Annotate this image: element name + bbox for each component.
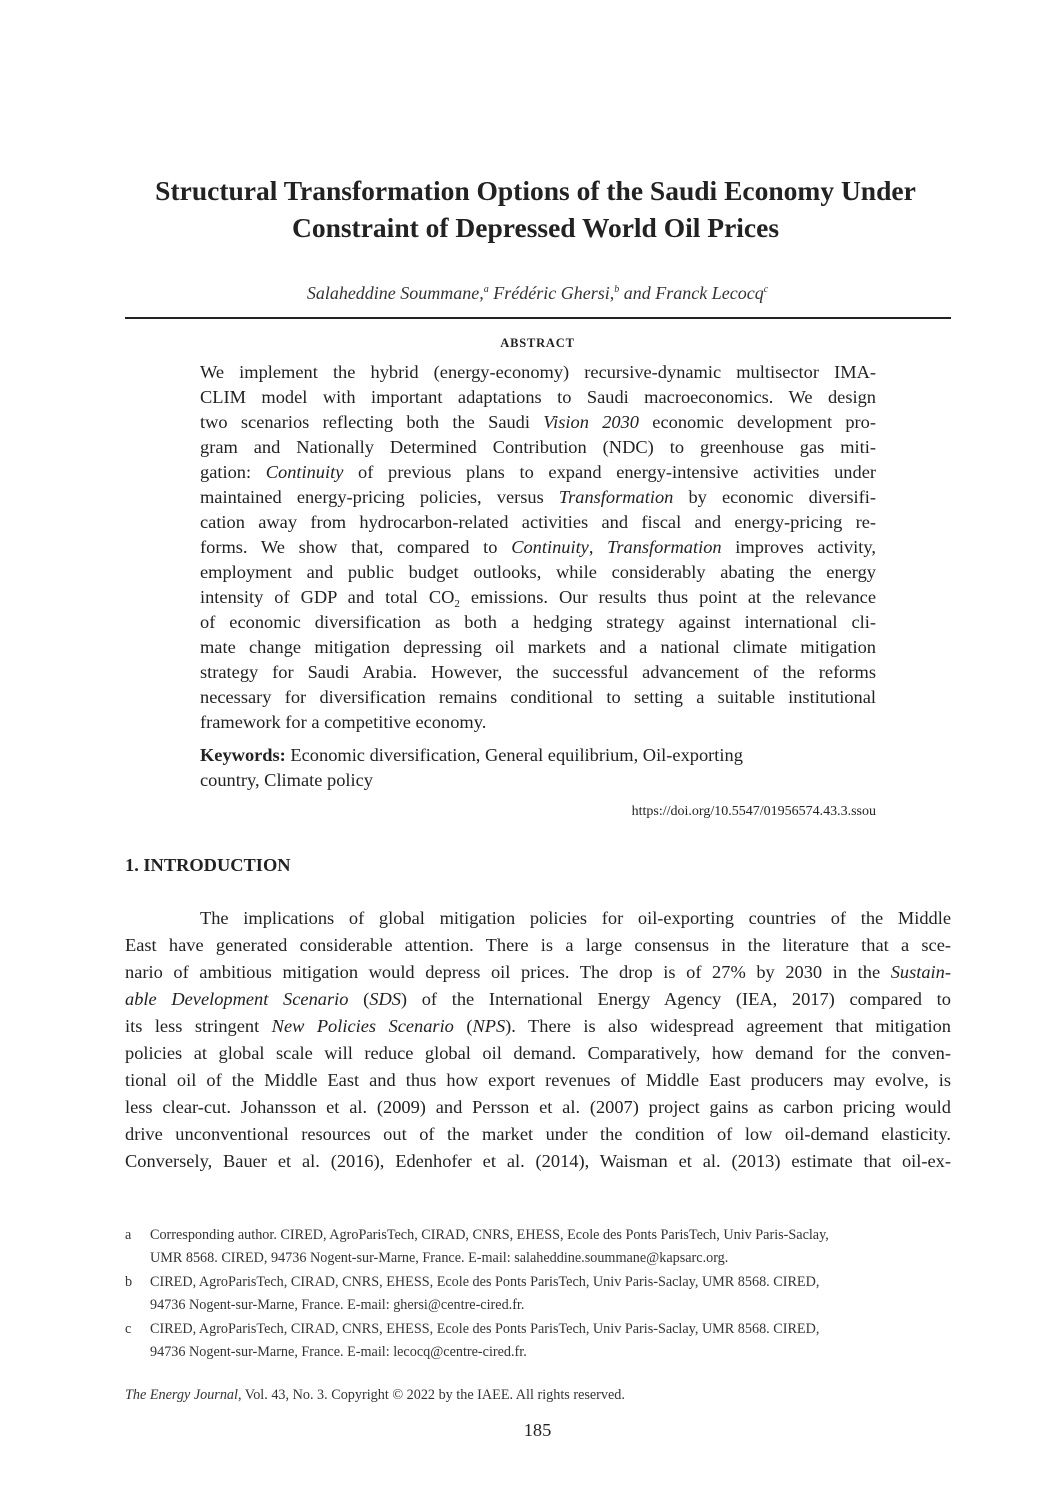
body-line: East have generated considerable attention. There is a large consensus in the literature that a sce- bbox=[125, 935, 951, 955]
abstract-line: maintained energy-pricing policies, versus Transformation by economic diversifi- bbox=[200, 487, 876, 507]
abstract-line: necessary for diversification remains conditional to setting a suitable institutional bbox=[200, 687, 876, 707]
abstract-line: intensity of GDP and total $CO_2$ emissions. Our results thus point at the relevance bbox=[200, 587, 877, 610]
keywords-list-cont: country, Climate policy bbox=[200, 770, 373, 790]
title-divider bbox=[125, 317, 951, 319]
abstract-line: strategy for Saudi Arabia. However, the successful advancement of the reforms bbox=[200, 662, 876, 682]
author-3: and Franck Lecocq bbox=[619, 283, 764, 303]
footnote-mark: b bbox=[125, 1274, 133, 1290]
footnote-b: b CIRED, AgroParisTech, CIRAD, CNRS, EHESS, Ecole des Ponts ParisTech, Univ Paris-Saclay, UMR 8568. CIRED, 94736 Nogent-sur-Marne, France. E-mail: ghersi@centre-cired.fr. bbox=[125, 1271, 951, 1317]
introduction-body bbox=[125, 905, 951, 1175]
abstract-line: framework for a competitive economy. bbox=[200, 712, 487, 732]
abstract-line: cation away from hydrocarbon-related activities and fiscal and energy-pricing re- bbox=[200, 512, 876, 532]
author-3-affiliation-mark: c bbox=[763, 284, 769, 295]
abstract-line: of economic diversification as both a hedging strategy against international cli- bbox=[200, 612, 876, 632]
abstract-line: CLIM model with important adaptations to Saudi macroeconomics. We design bbox=[200, 387, 876, 407]
body-line: The implications of global mitigation policies for oil-exporting countries of the Middle bbox=[200, 908, 951, 928]
doi-link[interactable]: https://doi.org/10.5547/01956574.43.3.ssou bbox=[631, 804, 876, 819]
keywords-label: Keywords: bbox=[200, 745, 286, 765]
footnote-a: a Corresponding author. CIRED, AgroParisTech, CIRAD, CNRS, EHESS, Ecole des Ponts ParisTech, Univ Paris-Saclay, UMR 8568. CIRED, 94736 Nogent-sur-Marne, France. E-mail: salaheddine.soummane@kapsarc.org. bbox=[125, 1224, 951, 1270]
footnote-mark: a bbox=[125, 1227, 132, 1243]
section-heading-introduction: 1. INTRODUCTION bbox=[125, 855, 291, 875]
abstract-line: gation: Continuity of previous plans to expand energy-intensive activities under bbox=[200, 462, 876, 482]
title-line-2: Constraint of Depressed World Oil Prices bbox=[291, 212, 780, 243]
co2-subscript: 2 bbox=[454, 598, 460, 610]
body-line: nario of ambitious mitigation would depress oil prices. The drop is of 27% by 2030 in the Sustain- bbox=[125, 962, 951, 982]
page-number: 185 bbox=[523, 1420, 552, 1440]
abstract-line: two scenarios reflecting both the Saudi Vision 2030 economic development pro- bbox=[200, 412, 876, 432]
body-line: tional oil of the Middle East and thus how export revenues of Middle East producers may evolve, is bbox=[125, 1070, 951, 1090]
keywords-list: Economic diversification, General equilibrium, Oil-exporting bbox=[285, 745, 743, 765]
abstract-line: forms. We show that, compared to Continuity, Transformation improves activity, bbox=[200, 537, 876, 557]
footnote-mark: c bbox=[125, 1321, 132, 1337]
vision-2030-emphasis: Vision 2030 bbox=[543, 412, 639, 432]
author-1-affiliation-mark: a bbox=[483, 284, 489, 295]
body-line: able Development Scenario (SDS) of the International Energy Agency (IEA, 2017) compared to bbox=[125, 989, 951, 1009]
footnotes bbox=[125, 1224, 951, 1365]
abstract-line: gram and Nationally Determined Contribution (NDC) to greenhouse gas miti- bbox=[200, 437, 876, 457]
author-2-affiliation-mark: b bbox=[614, 284, 620, 295]
author-1: Salaheddine Soummane, bbox=[306, 283, 484, 303]
body-line: policies at global scale will reduce global oil demand. Comparatively, how demand for the conven- bbox=[125, 1043, 951, 1063]
abstract-body bbox=[200, 360, 876, 735]
journal-citation: The Energy Journal, Vol. 43, No. 3. Copyright © 2022 by the IAEE. All rights reserved. bbox=[125, 1387, 625, 1403]
body-line: less clear-cut. Johansson et al. (2009) and Persson et al. (2007) project gains as carbon pricing would bbox=[125, 1097, 951, 1117]
transformation-emphasis: Transformation bbox=[558, 487, 674, 507]
body-line: its less stringent New Policies Scenario (NPS). There is also widespread agreement that mitigation bbox=[125, 1016, 951, 1036]
author-list bbox=[0, 281, 1051, 305]
abstract-line: mate change mitigation depressing oil markets and a national climate mitigation bbox=[200, 637, 876, 657]
author-2: Frédéric Ghersi, bbox=[488, 283, 615, 303]
abstract-line: We implement the hybrid (energy-economy) recursive-dynamic multisector IMA- bbox=[200, 362, 876, 382]
abstract-heading: ABSTRACT bbox=[500, 336, 575, 350]
body-line: drive unconventional resources out of the market under the condition of low oil-demand elasticity. bbox=[125, 1124, 951, 1144]
title-line-1: Structural Transformation Options of the Saudi Economy Under bbox=[155, 175, 916, 206]
footnote-c: c CIRED, AgroParisTech, CIRAD, CNRS, EHESS, Ecole des Ponts ParisTech, Univ Paris-Saclay, UMR 8568. CIRED, 94736 Nogent-sur-Marne, France. E-mail: lecocq@centre-cired.fr. bbox=[125, 1318, 951, 1364]
continuity-emphasis: Continuity bbox=[265, 462, 344, 482]
journal-name: The Energy Journal bbox=[125, 1387, 238, 1403]
abstract-line: employment and public budget outlooks, while considerably abating the energy bbox=[200, 562, 876, 582]
body-line: Conversely, Bauer et al. (2016), Edenhofer et al. (2014), Waisman et al. (2013) estimate that oil-ex- bbox=[125, 1151, 951, 1171]
keywords bbox=[200, 743, 876, 793]
paper-title bbox=[110, 172, 961, 246]
